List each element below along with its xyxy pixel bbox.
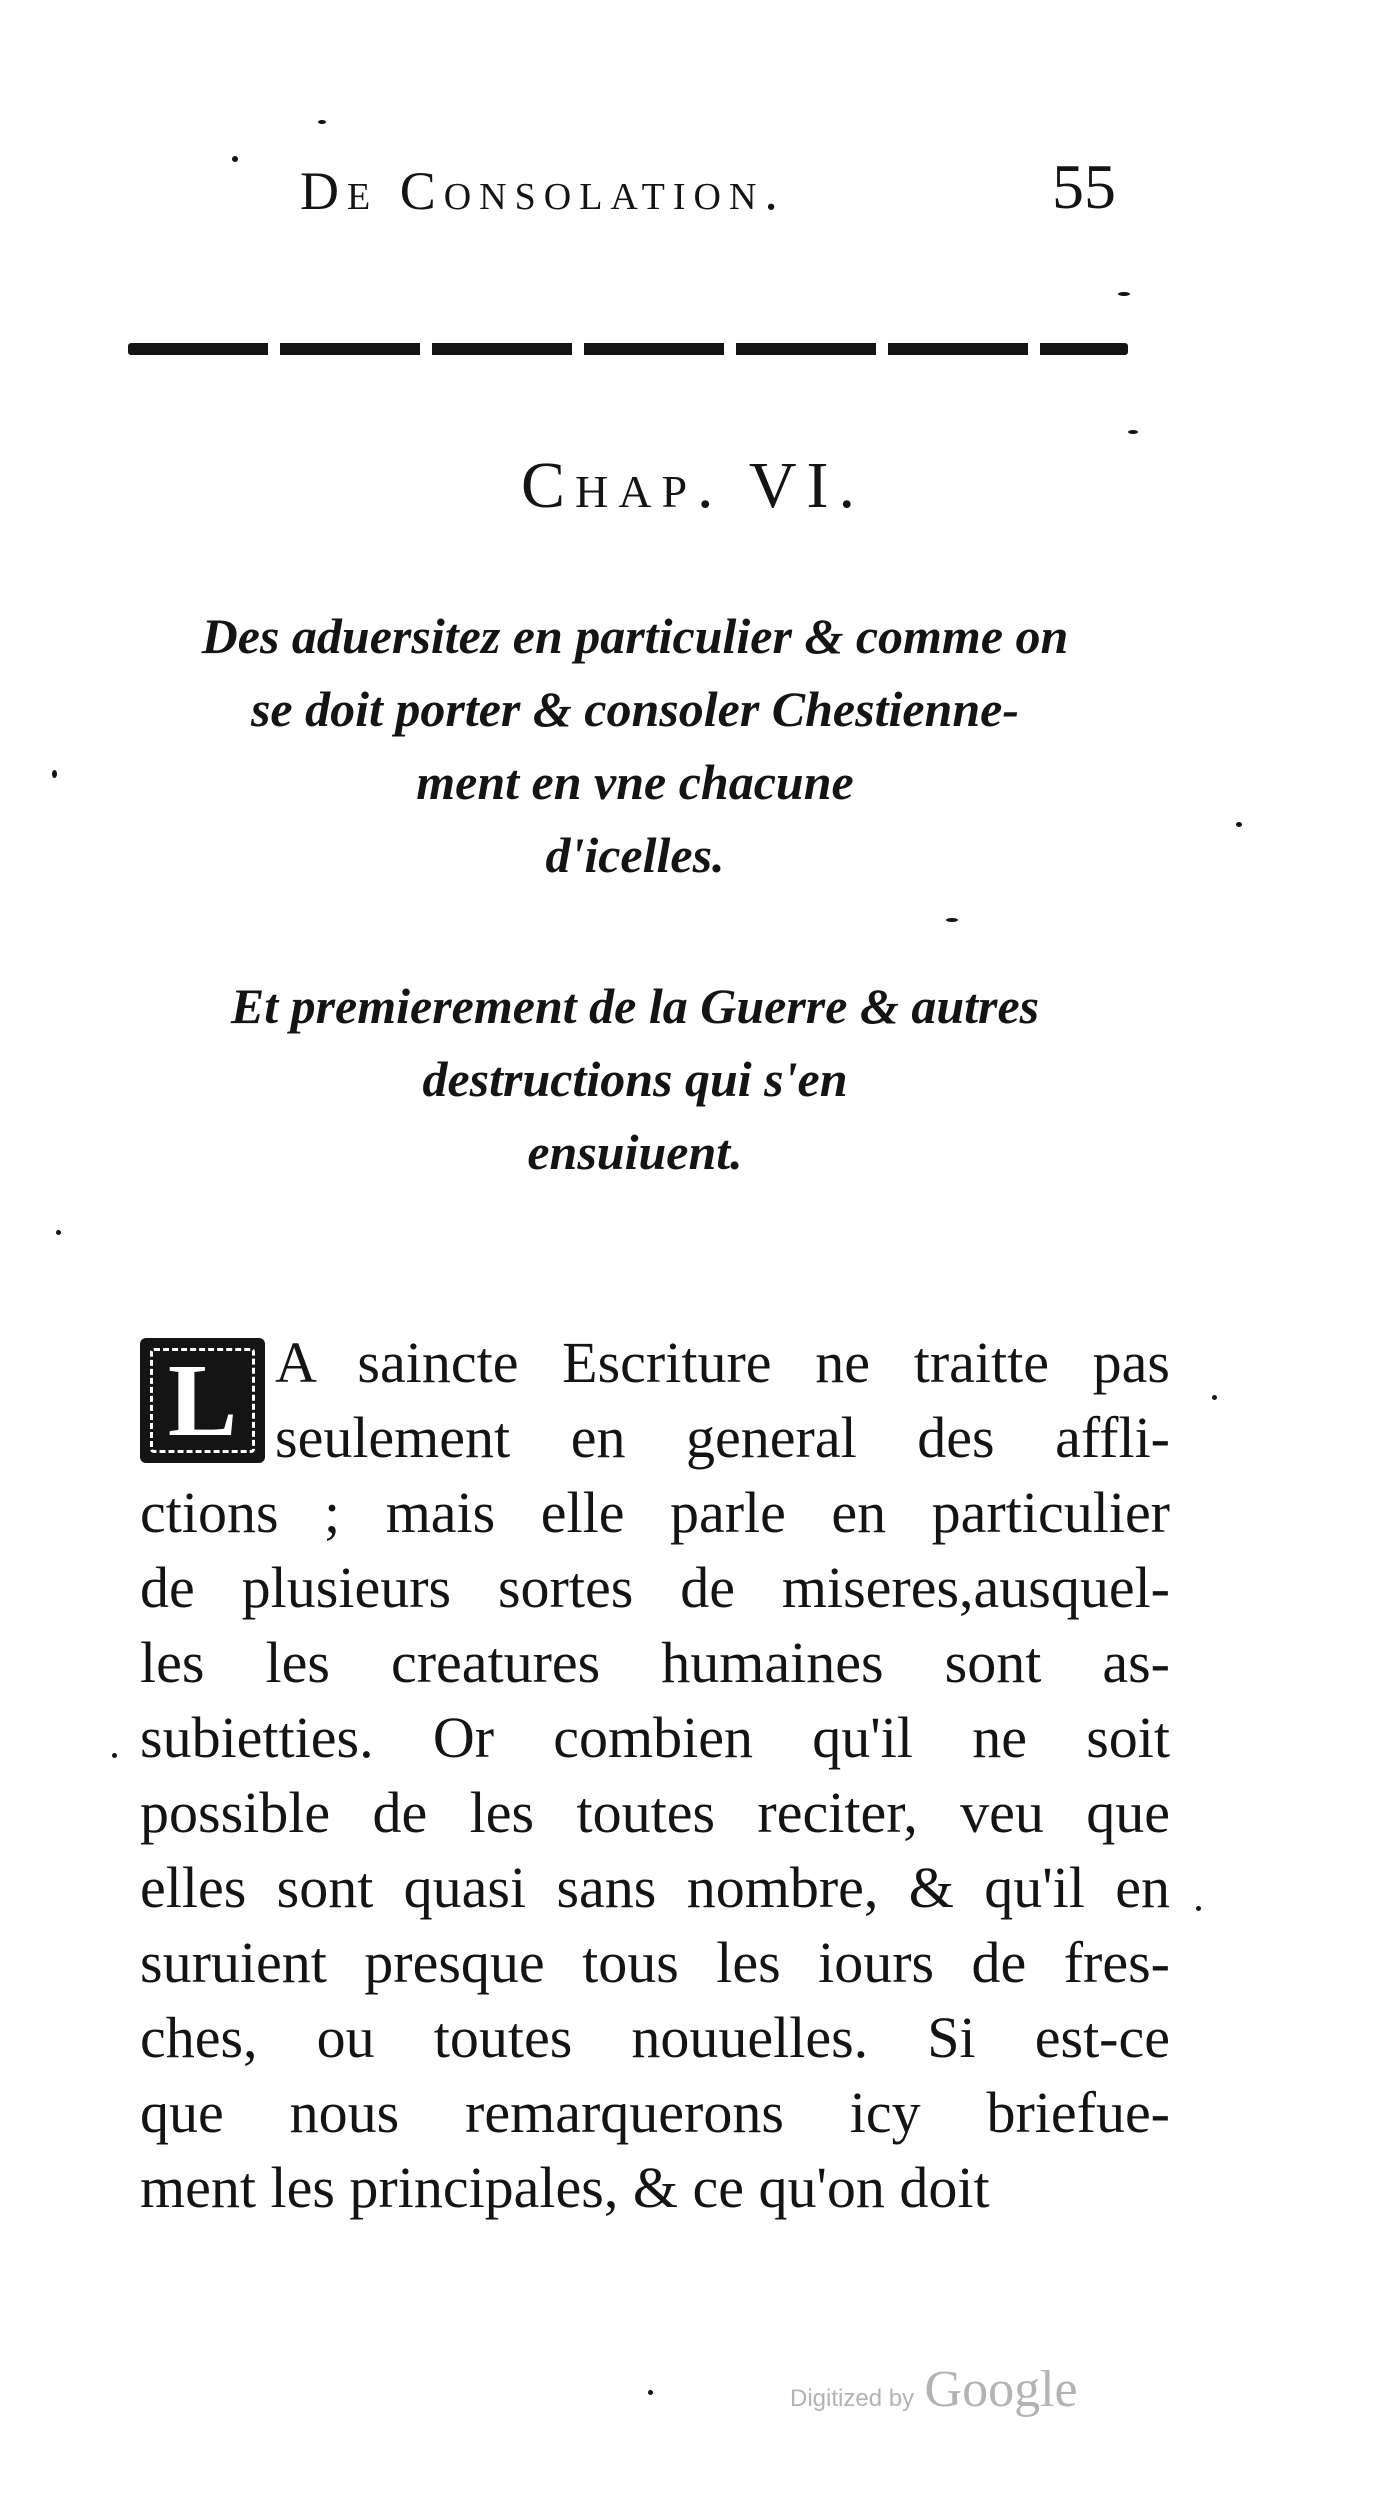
scan-speck: [1196, 1906, 1201, 1911]
running-head-title: De Consolation.: [300, 161, 786, 221]
scan-speck: [232, 156, 238, 162]
text-line: seulement en general des affli-: [275, 1405, 1170, 1470]
text-line: subietties. Or combien qu'il ne soit: [140, 1705, 1170, 1770]
text-line: de plusieurs sortes de miseres,ausquel-: [140, 1555, 1170, 1620]
chapter-title: Chap. VI.: [521, 449, 865, 522]
scan-speck: [1236, 822, 1242, 827]
scan-speck: [1212, 1395, 1217, 1400]
rubric-line: ment en vne chacune: [416, 754, 854, 810]
rubric-line: Des aduersitez en particulier & comme on: [201, 608, 1069, 664]
text-line: ctions ; mais elle parle en particulier: [140, 1480, 1170, 1545]
rubric-line: d'icelles.: [545, 827, 725, 883]
page-number: 55: [1052, 151, 1116, 222]
section-rubric: [110, 970, 1160, 1189]
text-line: les les creatures humaines sont as-: [140, 1630, 1170, 1695]
body-paragraph: [140, 1325, 1170, 2225]
scan-speck: [648, 2390, 653, 2395]
watermark-prefix: Digitized by: [790, 2385, 915, 2412]
scan-speck: [52, 770, 57, 778]
watermark-logo: Google: [924, 2361, 1078, 2418]
rubric-line: se doit porter & consoler Chestienne-: [250, 681, 1020, 737]
scan-speck: [1128, 430, 1138, 434]
text-line: ment les principales, & ce qu'on doit: [140, 2155, 990, 2220]
scan-speck: [112, 1753, 117, 1758]
text-line: ches, ou toutes nouuelles. Si est-ce: [140, 2005, 1170, 2070]
rubric-line: Et premierement de la Guerre & autres: [230, 978, 1040, 1034]
scan-speck: [318, 120, 326, 124]
text-line: elles sont quasi sans nombre, & qu'il en: [140, 1855, 1170, 1920]
scan-speck: [56, 1230, 61, 1235]
text-line: A saincte Escriture ne traitte pas: [275, 1330, 1170, 1395]
ornamental-drop-cap: L: [140, 1338, 265, 1463]
chapter-rubric: [110, 600, 1160, 892]
rubric-line: ensuiuent.: [527, 1124, 743, 1180]
header-rule: [128, 343, 1128, 355]
text-line: possible de les toutes reciter, veu que: [140, 1780, 1170, 1845]
digitized-watermark: [790, 2360, 1078, 2419]
text-line: suruient presque tous les iours de fres-: [140, 1930, 1170, 1995]
text-line: que nous remarquerons icy briefue-: [140, 2080, 1170, 2145]
rubric-line: destructions qui s'en: [422, 1051, 848, 1107]
scan-speck: [1118, 292, 1130, 296]
scan-speck: [946, 918, 958, 922]
